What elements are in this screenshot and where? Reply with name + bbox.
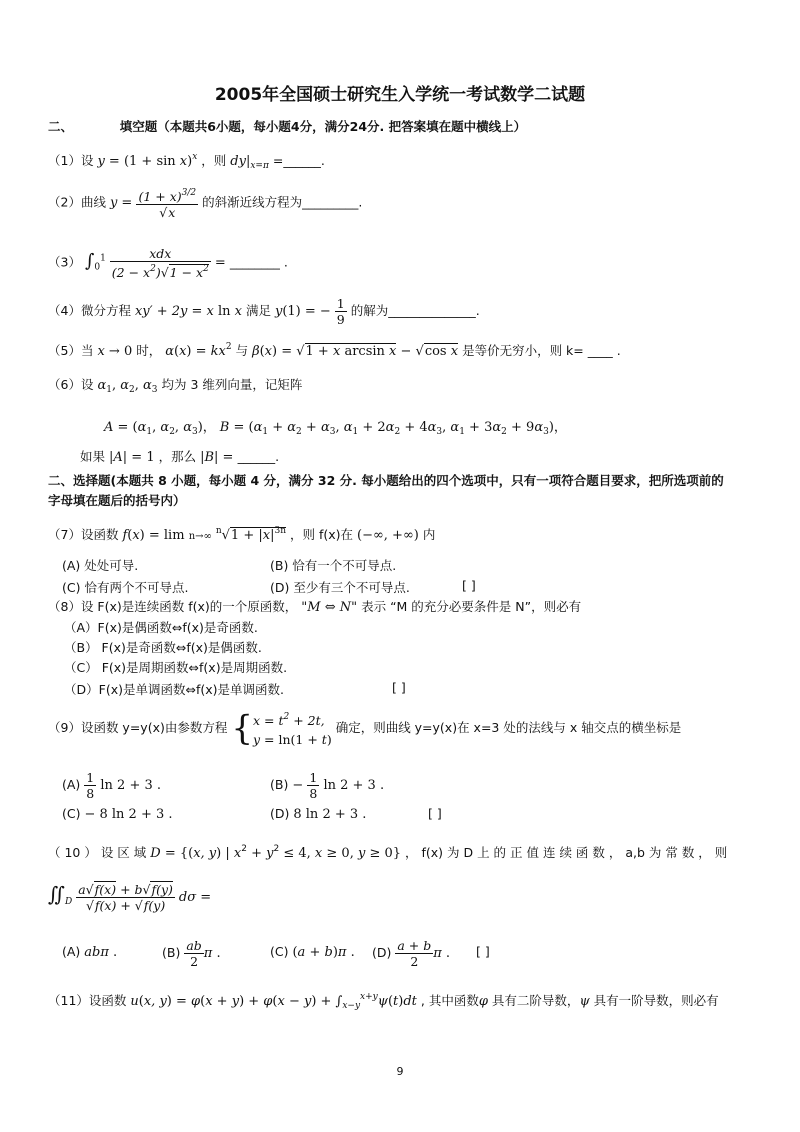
q8-option-d[interactable]: （D）F(x)是单调函数⇔f(x)是单调函数. (64, 682, 284, 697)
q9-answer-bracket[interactable]: [ ] (428, 806, 442, 821)
q9-option-a[interactable]: (A) $\frac{1}{8}$ ln 2 + 3 . (62, 770, 162, 801)
section-choice-heading: 二、选择题(本题共 8 小题，每小题 4 分，满分 32 分. 每小题给出的四个选项中，只有一项符合题目要求，把所选项前的 (48, 473, 724, 488)
question-6: （6）设 $\alpha_1$, $\alpha_2$, $\alpha_3$ 均为 3 维列向量，记矩阵 (48, 377, 303, 395)
q10-option-a[interactable]: (A) abπ . (62, 944, 118, 960)
q7-option-d[interactable]: (D) 至少有三个不可导点. (270, 580, 410, 595)
question-7: （7）设函数 f(x) = lim n→∞ $^n√1 + |x|^{3n}$ ，则 f(x)在 (−∞, +∞) 内 (48, 526, 436, 543)
q7-option-b[interactable]: (B) 恰有一个不可导点. (270, 558, 397, 573)
question-1: （1）设 $y = (1 + \sin x)^x$ ，则 $dy|_{x=\pi}$ =______. (48, 152, 325, 171)
section-fill-heading (48, 118, 760, 136)
q9-option-d[interactable]: (D) 8 ln 2 + 3 . (270, 806, 367, 822)
q6-matrices: $A = (\alpha_1$, $\alpha_2$, $\alpha_3$)， $B = (\alpha_1 + \alpha_2 + \alpha_3$, $\alpha_1 + 2\alpha_2 + 4\alpha_3$, $\alpha_1 + 3\alpha_2 + 9\alpha_3$)， (104, 420, 567, 437)
question-10: （ 10 ） 设 区 域 D = {(x, y) | $x^2 + y^2 \le 4$, x ≥ 0, y ≥ 0} ， f(x) 为 D 上 的 正 值 连 续 函 数 ， a,b 为 常 数 ， 则 (48, 844, 728, 861)
q8-answer-bracket[interactable]: [ ] (392, 680, 406, 695)
q7-option-c[interactable]: (C) 恰有两个不可导点. (62, 580, 189, 595)
q2-fraction: $\frac{(1 + x)^{3/2}}{√x}$ (138, 188, 197, 220)
q7-answer-bracket[interactable]: [ ] (462, 578, 476, 593)
q9-option-c[interactable]: (C) − 8 ln 2 + 3 . (62, 806, 173, 822)
page-title: 2005年全国硕士研究生入学统一考试数学二试题 (214, 85, 586, 105)
question-4: （4）微分方程 xy′ + 2y = x ln x 满足 y(1) = − $\frac{1}{9}$ 的解为______________. (48, 296, 480, 327)
page-number: 9 (396, 1065, 404, 1078)
q8-option-c[interactable]: （C） F(x)是周期函数⇔f(x)是周期函数. (64, 660, 288, 675)
question-3: （3） $\int_0^1$ $\frac{\text{xdx}}{(2 - x^2)√1 - x^2}$ = ________ . (48, 246, 288, 280)
question-9: （9）设函数 y=y(x)由参数方程 {$x = t^2 + 2t$, y = ln(1 + t) 确定，则曲线 y=y(x)在 x=3 处的法线与 x 轴交点的横坐标是 (48, 708, 682, 749)
section-choice-heading-2: 字母填在题后的括号内） (48, 493, 186, 508)
q10-option-c[interactable]: (C) (a + b)π . (270, 944, 355, 960)
q9-option-b[interactable]: (B) − $\frac{1}{8}$ ln 2 + 3 . (270, 770, 385, 801)
question-8: （8）设 F(x)是连续函数 f(x)的一个原函数， "M ⇔ N" 表示 “M 的充分必要条件是 N”，则必有 (48, 599, 582, 615)
q10-integral: $∬_D$ $\frac{a√f(x) + b√f(y)}{√f(x) + √f(y)}$ dσ = (48, 882, 212, 913)
question-5: （5）当 x → 0 时， $\alpha(x) = kx^2$ 与 β(x) = √1 + x arcsin x − √cos x 是等价无穷小，则 k= ____ . (48, 342, 621, 359)
q9-parametric-system: $x = t^2 + 2t$, y = ln(1 + t) (252, 712, 332, 747)
q10-option-d[interactable]: (D) $\frac{a + b}{2}$ π . (372, 938, 451, 969)
section-number: 二、 (48, 119, 74, 134)
q3-fraction: $\frac{\text{xdx}}{(2 - x^2)√1 - x^2}$ (111, 246, 209, 280)
section-fill-title: 填空题（本题共6小题，每小题4分，满分24分. 把答案填在题中横线上） (119, 119, 527, 134)
q6-condition: 如果 |A| = 1 ，那么 |B| = ______. (80, 449, 280, 465)
q1-dy: dy (230, 154, 246, 169)
q1-formula: y (97, 154, 105, 169)
q8-option-a[interactable]: （A）F(x)是偶函数⇔f(x)是奇函数. (64, 620, 258, 635)
q10-answer-bracket[interactable]: [ ] (476, 944, 490, 959)
question-2: （2）曲线 y = $\frac{(1 + x)^{3/2}}{√x}$ 的斜渐近线方程为_________. (48, 188, 363, 220)
question-11: （11）设函数 u(x, $y) = \varphi(x + y) + \varphi(x - y) + \int_{x-y}^{x+y}\psi(t)dt$ , 其中函数φ 具有二阶导数，ψ 具有一阶导数，则必有 (48, 992, 719, 1011)
q7-option-a[interactable]: (A) 处处可导. (62, 558, 139, 573)
q10-option-b[interactable]: (B) $\frac{ab}{2}$ π . (162, 938, 221, 969)
q8-option-b[interactable]: （B） F(x)是奇函数⇔f(x)是偶函数. (64, 640, 262, 655)
